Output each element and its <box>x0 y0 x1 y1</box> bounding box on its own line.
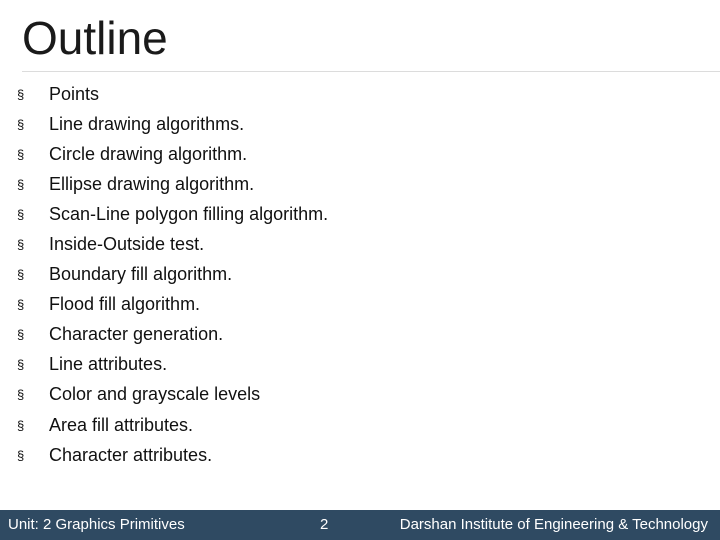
outline-item-text: Line attributes. <box>49 354 168 375</box>
section-bullet-icon: § <box>17 237 25 253</box>
section-bullet-icon: § <box>17 327 25 343</box>
outline-item-points <box>17 79 328 109</box>
section-bullet-icon: § <box>17 387 25 403</box>
footer-institute-name: Darshan Institute of Engineering & Technology <box>399 516 708 533</box>
outline-item-character-generation <box>17 320 328 350</box>
section-bullet-icon: § <box>17 146 25 162</box>
outline-item-text: Character attributes. <box>49 444 213 465</box>
section-bullet-icon: § <box>17 86 25 102</box>
outline-list <box>17 79 328 470</box>
section-bullet-icon: § <box>17 176 25 192</box>
section-bullet-icon: § <box>17 357 25 373</box>
outline-item-text: Flood fill algorithm. <box>49 294 201 315</box>
outline-item-ellipse-drawing <box>17 169 328 199</box>
outline-item-area-fill <box>17 410 328 440</box>
section-bullet-icon: § <box>17 417 25 433</box>
outline-item-text: Color and grayscale levels <box>49 384 261 405</box>
outline-item-inside-outside <box>17 229 328 259</box>
slide-footer <box>0 510 720 540</box>
section-bullet-icon: § <box>17 297 25 313</box>
section-bullet-icon: § <box>17 267 25 283</box>
outline-item-character-attributes <box>17 440 328 470</box>
section-bullet-icon: § <box>17 206 25 222</box>
footer-unit-label: Unit: 2 Graphics Primitives <box>8 516 185 533</box>
footer-page-number: 2 <box>320 516 329 533</box>
outline-item-text: Character generation. <box>49 324 224 345</box>
outline-item-text: Ellipse drawing algorithm. <box>49 173 255 194</box>
outline-item-text: Area fill attributes. <box>49 414 194 435</box>
section-bullet-icon: § <box>17 447 25 463</box>
outline-item-line-drawing <box>17 109 328 139</box>
slide-title: Outline <box>22 12 168 64</box>
title-divider <box>22 71 720 72</box>
outline-item-text: Inside-Outside test. <box>49 234 205 255</box>
outline-item-scan-line <box>17 199 328 229</box>
outline-item-boundary-fill <box>17 260 328 290</box>
outline-item-text: Points <box>49 83 100 104</box>
outline-item-flood-fill <box>17 290 328 320</box>
outline-item-line-attributes <box>17 350 328 380</box>
outline-item-text: Scan-Line polygon filling algorithm. <box>49 203 329 224</box>
outline-item-circle-drawing <box>17 139 328 169</box>
outline-item-text: Line drawing algorithms. <box>49 113 245 134</box>
outline-item-color-grayscale <box>17 380 328 410</box>
outline-item-text: Boundary fill algorithm. <box>49 264 233 285</box>
outline-item-text: Circle drawing algorithm. <box>49 143 248 164</box>
section-bullet-icon: § <box>17 116 25 132</box>
